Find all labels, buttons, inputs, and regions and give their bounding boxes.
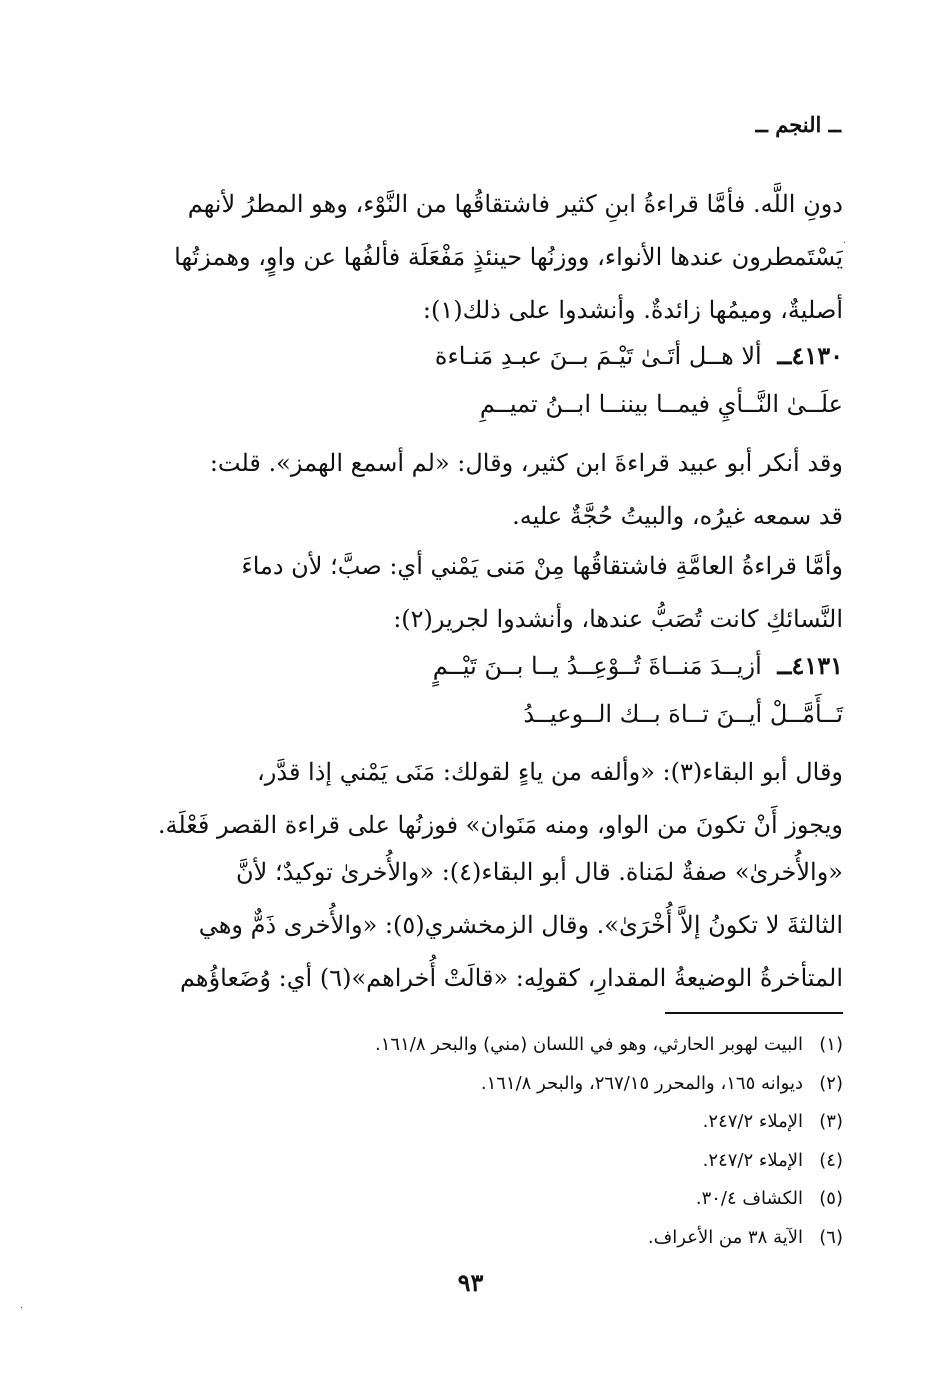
paragraph-3 xyxy=(103,540,843,646)
paragraph-line: الثالثةَ لا تكونُ إلاَّ أُخْرَىٰ». وقال الزمخشري(٥): «والأُخرى ذَمٌّ وهي xyxy=(198,911,843,939)
verse-line-1 xyxy=(103,332,843,380)
footnote-number: (٣) xyxy=(819,1111,843,1132)
footnote xyxy=(103,1026,843,1065)
verse-hemistich-2: تَــأَمَّــلْ أيــنَ تــاهَ بــك الــوعيــدُ xyxy=(523,700,843,728)
footnote-text: الكشاف ٣٠/٤. xyxy=(695,1188,803,1209)
verse-4130 xyxy=(103,332,843,428)
footnote-text: البيت لهوبر الحارثي، وهو في اللسان (مني) والبحر ١٦١/٨. xyxy=(375,1034,803,1055)
footnote-text: ديوانه ١٦٥، والمحرر ٢٦٧/١٥، والبحر ١٦١/٨. xyxy=(480,1072,803,1094)
footnote-number: (٦) xyxy=(819,1226,843,1248)
paragraph-line: قد سمعه غيرُه، والبيتُ حُجَّةٌ عليه. xyxy=(512,502,843,530)
paragraph-line: النَّسائكِ كانت تُصَبُّ عندها، وأنشدوا لجرير(٢): xyxy=(393,605,843,633)
scan-speck: · xyxy=(20,1303,24,1314)
page-number: ٩٣ xyxy=(457,1268,484,1297)
footnote xyxy=(103,1103,843,1142)
paragraph-line: وقد أنكر أبو عبيد قراءةَ ابن كثير، وقال: «لم أسمع الهمز». قلت: xyxy=(209,449,843,477)
scan-speck: · xyxy=(843,238,847,249)
paragraph-2 xyxy=(103,437,843,543)
footnote-text: الإملاء ٢٤٧/٢. xyxy=(702,1111,803,1132)
footnote-text: الإملاء ٢٤٧/٢. xyxy=(702,1149,803,1171)
footnote xyxy=(103,1065,843,1104)
verse-hemistich-2: علَــىٰ النَّــأيِ فيمــا بيننــا ابــنُ تميــمِ xyxy=(479,390,843,418)
footnotes xyxy=(103,1026,843,1257)
footnote-number: (٤) xyxy=(819,1149,843,1171)
footnote xyxy=(103,1219,843,1258)
paragraph-1 xyxy=(103,178,843,337)
footnote-divider xyxy=(665,1012,843,1014)
verse-line-2 xyxy=(103,690,843,738)
paragraph-line: المتأخرةُ الوضيعةُ المقدارِ، كقولِه: «قالَتْ أُخراهم»(٦) أي: وُضَعاؤُهم xyxy=(179,964,843,992)
footnote xyxy=(103,1142,843,1181)
paragraph-line: «والأُخرىٰ» صفةٌ لمَناة. قال أبو البقاء(٤): «والأُخرىٰ توكيدٌ؛ لأنَّ xyxy=(236,858,843,886)
running-header: ــ النجم ــ xyxy=(755,112,841,137)
verse-line-2 xyxy=(103,380,843,428)
footnote-number: (١) xyxy=(819,1034,843,1055)
paragraph-line: ويجوز أَنْ تكونَ من الواو، ومنه مَنَوان» فوزنُها على قراءة القصر فَعْلَة. xyxy=(157,811,843,839)
paragraph-line: يَسْتَمطرون عندها الأنواء، ووزنُها حينئذٍ مَفْعَلَة فألفُها عن واوٍ، وهمزتُها xyxy=(174,243,843,271)
verse-hemistich-1: ألا هــل أتَـىٰ تَيْـمَ بــنَ عبـدِ مَنـاءة xyxy=(434,342,762,370)
verse-4131 xyxy=(103,642,843,738)
footnote-number: (٢) xyxy=(819,1072,843,1094)
verse-number: ٤١٣١ــ xyxy=(777,651,843,680)
paragraph-line: دونِ اللَّه. فأمَّا قراءةُ ابنِ كثير فاشتقاقُها من النَّوْء، وهو المطرُ لأنهم xyxy=(187,190,843,218)
paragraph-line: وقال أبو البقاء(٣): «وألفه من ياءٍ لقولك: مَنَى يَمْني إذا قدَّر، xyxy=(257,758,843,786)
footnote xyxy=(103,1180,843,1219)
paragraph-4 xyxy=(103,746,843,852)
paragraph-line: وأمَّا قراءةُ العامَّةِ فاشتقاقُها مِنْ مَنى يَمْني أي: صبَّ؛ لأن دماءَ xyxy=(241,552,843,580)
verse-number: ٤١٣٠ــ xyxy=(777,341,843,370)
verse-line-1 xyxy=(103,642,843,690)
paragraph-5 xyxy=(103,846,843,1005)
footnote-number: (٥) xyxy=(819,1188,843,1209)
paragraph-line: أصليةٌ، وميمُها زائدةٌ. وأنشدوا على ذلك(١): xyxy=(422,296,843,324)
verse-hemistich-1: أزيــدَ مَنــاةَ تُــوْعِــدُ يــا بــنَ تَيْــمٍ xyxy=(432,652,762,680)
footnote-text: الآية ٣٨ من الأعراف. xyxy=(647,1226,803,1248)
